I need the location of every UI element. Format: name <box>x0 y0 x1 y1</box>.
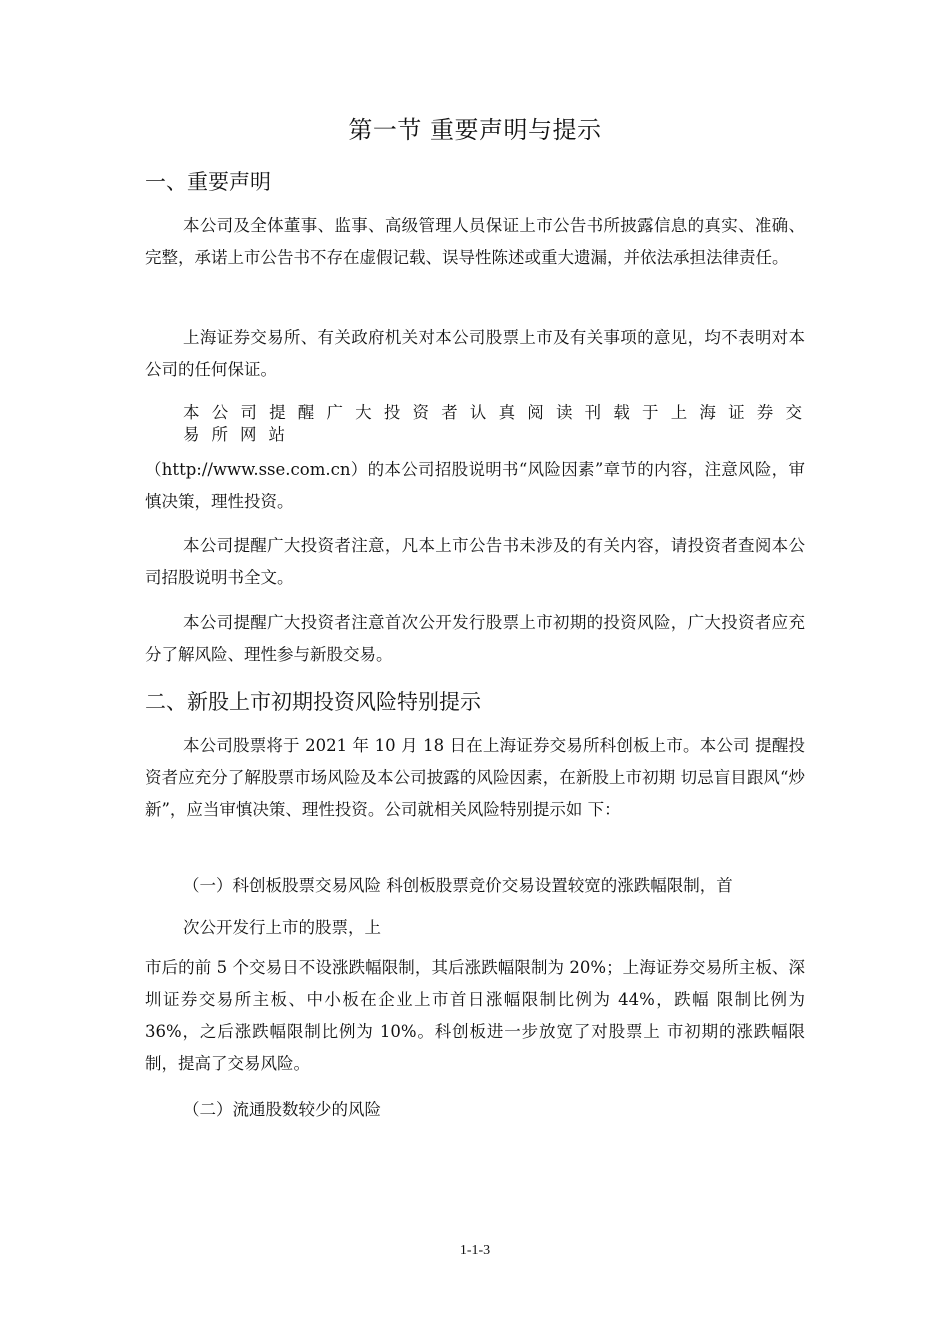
paragraph-statement-2: 上海证券交易所、有关政府机关对本公司股票上市及有关事项的意见，均不表明对本公司的任何保证。 <box>145 328 805 379</box>
paragraph-risk-1-rest: 市后的前 5 个交易日不设涨跌幅限制，其后涨跌幅限制为 20%；上海证券交易所主板、深圳证券交易所主板、中小板在企业上市首日涨幅限制比例为 44%，跌幅 限制比例为 36%，之后涨跌幅限制比例为 10%。科创板进一步放宽了对股票上 市初期的涨跌幅限制，提高了交易风险。 <box>145 958 805 1073</box>
page-number: 1-1-3 <box>459 1243 491 1258</box>
risk-1-heading-line: （一）科创板股票交易风险 科创板股票竞价交易设置较宽的涨跌幅限制，首 <box>183 876 733 895</box>
page-title: 第一节 重要声明与提示 <box>348 116 602 144</box>
risk-2-heading: （二）流通股数较少的风险 <box>183 1100 381 1119</box>
section-heading-important-statement: 一、重要声明 <box>145 170 271 194</box>
paragraph-statement-4: 本公司提醒广大投资者注意，凡本上市公告书未涉及的有关内容，请投资者查阅本公司招股说明书全文。 <box>145 536 805 587</box>
paragraph-statement-3-rest: （http://www.sse.com.cn）的本公司招股说明书“风险因素”章节的内容，注意风险，审慎决策，理性投资。 <box>145 460 805 511</box>
paragraph-statement-3-line2: 易所网站 <box>183 425 297 444</box>
paragraph-statement-1: 本公司及全体董事、监事、高级管理人员保证上市公告书所披露信息的真实、准确、完整，承诺上市公告书不存在虚假记载、误导性陈述或重大遗漏，并依法承担法律责任。 <box>145 216 805 267</box>
risk-1-line2: 次公开发行上市的股票，上 <box>183 918 381 937</box>
section-heading-new-share-risk: 二、新股上市初期投资风险特别提示 <box>145 690 481 714</box>
paragraph-statement-5: 本公司提醒广大投资者注意首次公开发行股票上市初期的投资风险，广大投资者应充分了解风险、理性参与新股交易。 <box>145 613 805 664</box>
paragraph-statement-3-line1: 本公司提醒广大投资者认真阅读刊载于上海证券交 <box>183 403 805 422</box>
paragraph-new-share-risk-intro: 本公司股票将于 2021 年 10 月 18 日在上海证券交易所科创板上市。本公司 提醒投资者应充分了解股票市场风险及本公司披露的风险因素，在新股上市初期 切忌盲目跟风“炒新”，应当审慎决策、理性投资。公司就相关风险特别提示如 下： <box>145 736 805 819</box>
